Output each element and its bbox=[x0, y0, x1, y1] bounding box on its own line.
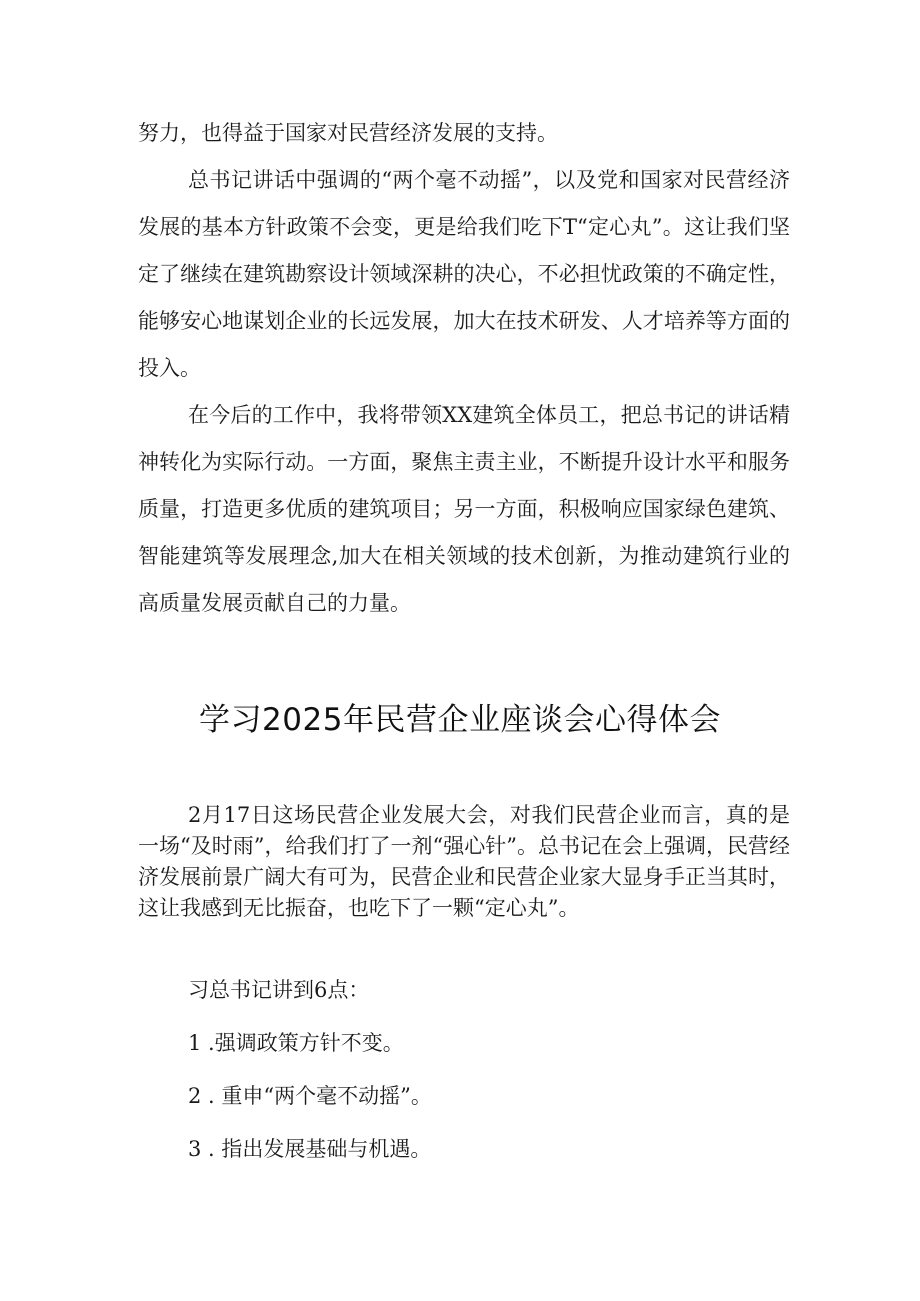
paragraph-policy: 总书记讲话中强调的“两个毫不动摇”，以及党和国家对民营经济发展的基本方针政策不会变，更是给我们吃下T“定心丸”。这让我们坚定了继续在建筑勘察设计领域深耕的决心，不必担忧政策的不确定性，能够安心地谋划企业的长远发展，加大在技术研发、人才培养等方面的投入。 bbox=[138, 168, 790, 380]
paragraph-future-work: 在今后的工作中，我将带领XX建筑全体员工，把总书记的讲话精神转化为实际行动。一方面，聚焦主责主业，不断提升设计水平和服务质量，打造更多优质的建筑项目；另一方面，积极响应国家绿色建筑、智能建筑等发展理念,加大在相关领域的技术创新，为推动建筑行业的高质量发展贡献自己的力量。 bbox=[138, 403, 790, 615]
list-item: 3 . 指出发展基础与机遇。 bbox=[188, 1137, 432, 1161]
article-title: 学习2025年民营企业座谈会心得体会 bbox=[199, 702, 721, 738]
paragraph-continued: 努力，也得益于国家对民营经济发展的支持。 bbox=[138, 121, 558, 145]
section-continued-text bbox=[138, 110, 790, 627]
paragraph-intro: 2月17日这场民营企业发展大会，对我们民营企业而言，真的是一场“及时雨”，给我们打了一剂“强心针”。总书记在会上强调，民营经济发展前景广阔大有可为，民营企业和民营企业家大显身手正当其时，这让我感到无比振奋，也吃下了一颗“定心丸”。 bbox=[138, 803, 790, 920]
paragraph-six-points: 习总书记讲到6点： bbox=[188, 978, 370, 1002]
section-article-body bbox=[138, 800, 790, 1161]
list-item: 1 .强调政策方针不变。 bbox=[188, 1031, 404, 1055]
list-item: 2 . 重申“两个毫不动摇”。 bbox=[188, 1084, 432, 1108]
